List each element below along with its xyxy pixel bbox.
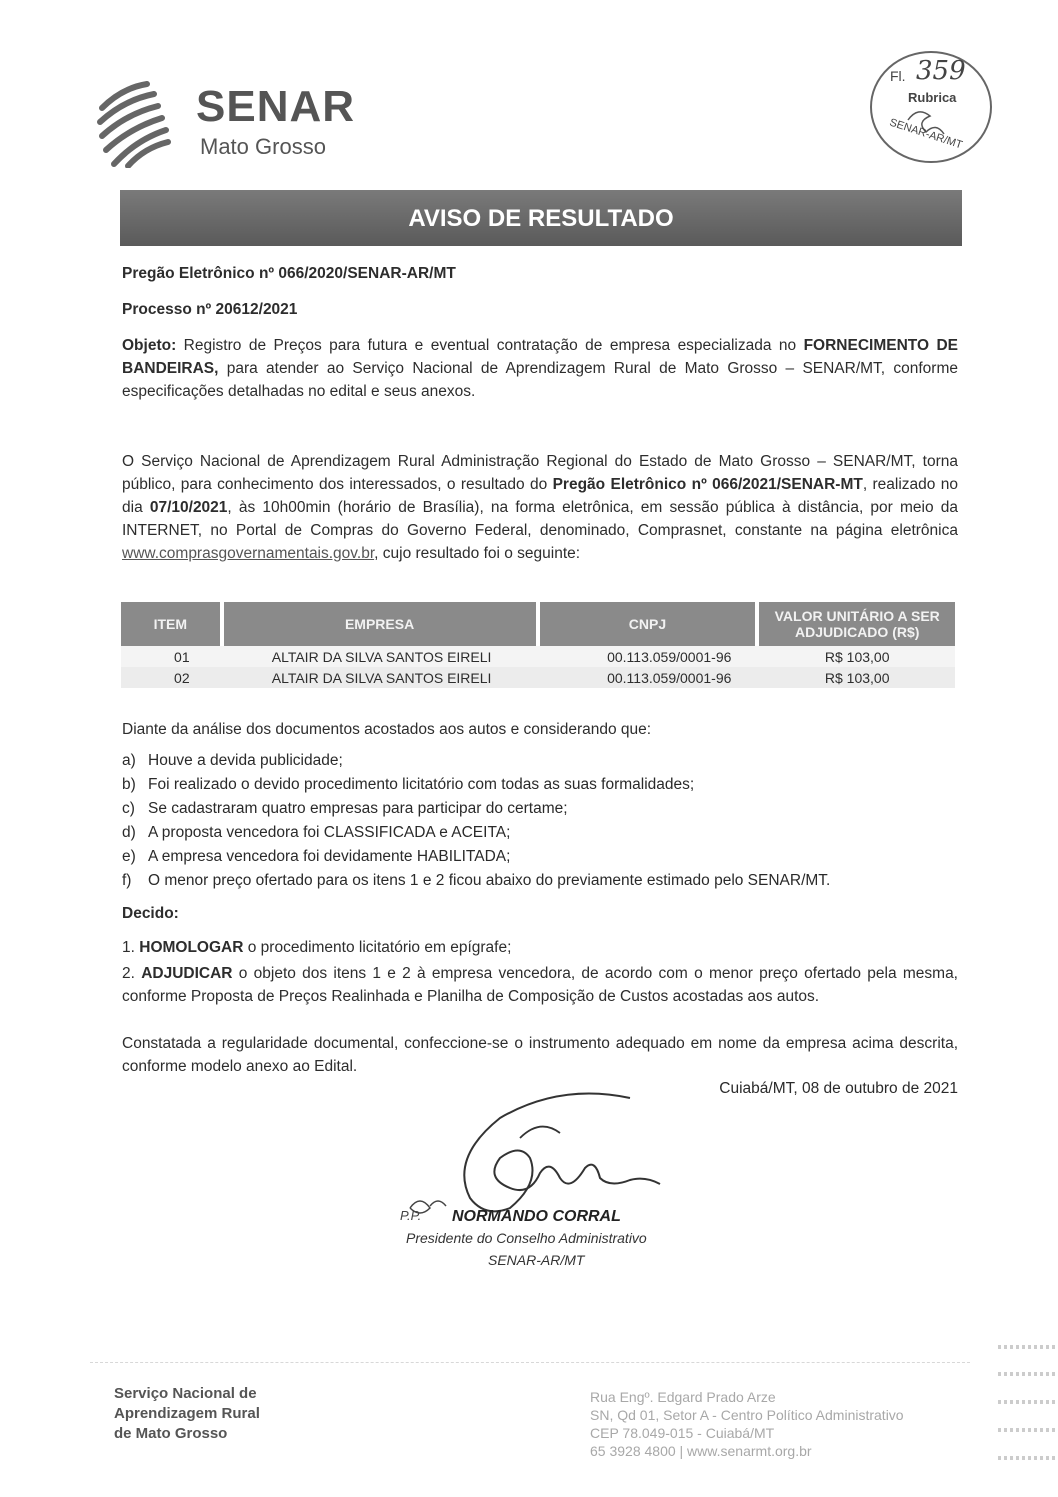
- cell-empresa: ALTAIR DA SILVA SANTOS EIRELI: [224, 646, 540, 667]
- stamp-ring-text: SENAR-AR/MT: [888, 116, 964, 152]
- place-date: Cuiabá/MT, 08 de outubro de 2021: [719, 1080, 958, 1097]
- analysis-intro: Diante da análise dos documentos acostados aos autos e considerando que:: [122, 721, 652, 738]
- comprasnet-link[interactable]: www.comprasgovernamentais.gov.br: [122, 545, 375, 562]
- header-empresa: EMPRESA: [224, 602, 540, 646]
- page-number-stamp: [868, 48, 994, 166]
- conclusion-paragraph: Constatada a regularidade documental, confeccione-se o instrumento adequado em nome da empresa acima descrita, conforme modelo anexo ao Edital.: [122, 1035, 958, 1075]
- header-valor: VALOR UNITÁRIO A SER ADJUDICADO (R$): [759, 602, 955, 646]
- consideration-item: b) Foi realizado o devido procedimento licitatório com todas as suas formalidades;: [122, 776, 695, 793]
- cell-cnpj: 00.113.059/0001-96: [540, 646, 760, 667]
- senar-logo: [92, 78, 392, 168]
- footer-institution: Serviço Nacional de Aprendizagem Rural de Mato Grosso: [114, 1385, 260, 1442]
- logo-brand: SENAR: [196, 82, 356, 131]
- page-title: AVISO DE RESULTADO: [120, 190, 962, 246]
- intro-t2: , realizado no dia: [122, 476, 959, 516]
- processo-line: Processo nº 20612/2021: [122, 301, 298, 318]
- senar-leaf-icon: [92, 78, 192, 168]
- objeto-bold: FORNECIMENTO DE BANDEIRAS,: [122, 337, 958, 377]
- signatory-name: NORMANDO CORRAL: [452, 1208, 621, 1225]
- logo-region: Mato Grosso: [200, 134, 326, 159]
- stamp-label: Rubrica: [908, 90, 957, 105]
- cell-item: 01: [121, 646, 224, 667]
- signatory-role: Presidente do Conselho Administrativo: [406, 1230, 647, 1246]
- intro-t3: , às 10h00min (horário de Brasília), na forma eletrônica, em sessão pública à distância, por meio da INTERNET, no Portal de Compras do Governo Federal, denominado, Comprasnet, constante na página eletrônica: [122, 499, 958, 539]
- cell-valor: R$ 103,00: [759, 667, 955, 688]
- signatory-org: SENAR-AR/MT: [488, 1252, 585, 1268]
- objeto-label: Objeto:: [122, 337, 177, 354]
- table-row: [121, 667, 955, 688]
- scan-edge-mark: [998, 1400, 1058, 1404]
- consideration-item: f) O menor preço ofertado para os itens 1 e 2 ficou abaixo do previamente estimado pelo SENAR/MT.: [122, 872, 831, 889]
- pregao-line: Pregão Eletrônico nº 066/2020/SENAR-AR/MT: [122, 265, 456, 282]
- header-item: ITEM: [121, 602, 224, 646]
- consideration-item: d) A proposta vencedora foi CLASSIFICADA e ACEITA;: [122, 824, 511, 841]
- intro-paragraph: [122, 450, 958, 565]
- stamp-prefix: Fl.: [890, 68, 906, 84]
- cell-valor: R$ 103,00: [759, 646, 955, 667]
- decido-heading: Decido:: [122, 905, 179, 922]
- intro-t4: , cujo resultado foi o seguinte:: [374, 545, 581, 562]
- header-cnpj: CNPJ: [540, 602, 760, 646]
- decision-1: 1. HOMOLOGAR o procedimento licitatório em epígrafe;: [122, 939, 512, 956]
- results-table: [121, 602, 955, 688]
- handwritten-signature: [390, 1088, 690, 1228]
- cell-cnpj: 00.113.059/0001-96: [540, 667, 760, 688]
- objeto-text-2: para atender ao Serviço Nacional de Aprendizagem Rural de Mato Grosso – SENAR/MT, conforme especificações detalhadas no edital e seus anexos.: [122, 360, 958, 400]
- stamp-number: 359: [916, 56, 966, 86]
- cell-empresa: ALTAIR DA SILVA SANTOS EIRELI: [224, 667, 540, 688]
- scan-edge-mark: [998, 1456, 1058, 1460]
- signatory-prefix: P.P.: [400, 1208, 422, 1223]
- scan-edge-mark: [998, 1372, 1058, 1376]
- table-header-row: [121, 602, 955, 646]
- objeto-text-1: Registro de Preços para futura e eventual contratação de empresa especializada no: [176, 337, 804, 354]
- scan-edge-mark: [998, 1345, 1058, 1349]
- scan-edge-mark: [998, 1428, 1058, 1432]
- decision-2: 2. ADJUDICAR o objeto dos itens 1 e 2 à empresa vencedora, de acordo com o menor preço ofertado pela mesma, conforme Proposta de Preços Realinhada e Planilha de Composição de Custos acostadas aos autos.: [122, 965, 958, 1005]
- table-row: [121, 646, 955, 667]
- objeto-paragraph: [122, 334, 958, 403]
- footer-address: Rua Engº. Edgard Prado Arze SN, Qd 01, Setor A - Centro Político Administrativo CEP 78.049-015 - Cuiabá/MT 65 3928 4800 | www.senarmt.org.br: [590, 1389, 904, 1459]
- intro-t1: O Serviço Nacional de Aprendizagem Rural Administração Regional do Estado de Mato Grosso – SENAR/MT, torna público, para conhecimento dos interessados, o resultado do: [122, 453, 958, 493]
- cell-item: 02: [121, 667, 224, 688]
- consideration-item: c) Se cadastraram quatro empresas para participar do certame;: [122, 800, 568, 817]
- intro-pregao: Pregão Eletrônico nº 066/2021/SENAR-MT: [552, 476, 863, 493]
- footer-divider: [90, 1362, 970, 1363]
- intro-date: 07/10/2021: [149, 499, 228, 516]
- consideration-item: e) A empresa vencedora foi devidamente HABILITADA;: [122, 848, 511, 865]
- consideration-item: a) Houve a devida publicidade;: [122, 752, 343, 769]
